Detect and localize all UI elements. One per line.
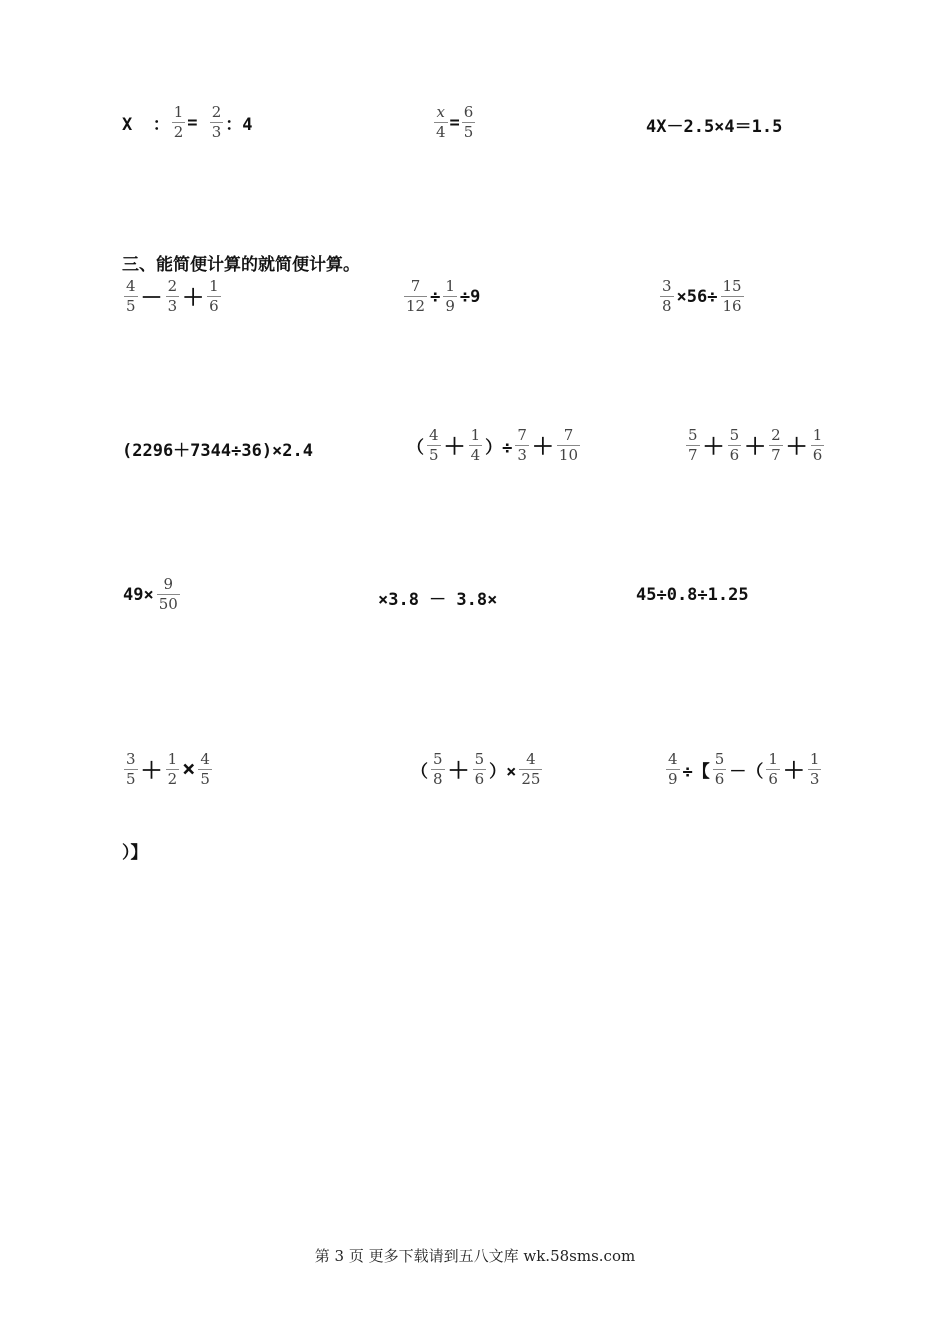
denominator: 6 <box>714 770 725 788</box>
denominator: 7 <box>688 446 698 464</box>
denominator: 3 <box>517 446 527 464</box>
expression-4-3-continuation <box>122 838 148 863</box>
fraction <box>198 751 212 788</box>
numerator: 1 <box>167 750 178 768</box>
expression-1-3 <box>658 278 746 315</box>
paren: （ <box>407 438 424 458</box>
denominator: 4 <box>470 446 481 464</box>
fraction <box>207 278 221 315</box>
fraction <box>766 751 780 788</box>
fraction <box>660 278 674 315</box>
section-heading: 三、能简便计算的就简便计算。 <box>122 255 360 275</box>
denominator: 3 <box>211 123 222 141</box>
numerator: 2 <box>167 277 178 295</box>
denominator: 6 <box>812 446 823 464</box>
numerator: 4 <box>526 750 536 768</box>
fraction <box>431 751 445 788</box>
operator: ＋ <box>782 759 805 784</box>
operator: ＋ <box>182 286 205 311</box>
denominator: 2 <box>173 123 184 141</box>
denominator: 4 <box>436 123 446 141</box>
expression-2-1 <box>122 436 313 461</box>
equation-proportion-x <box>122 104 253 141</box>
denominator: 5 <box>429 446 439 464</box>
paren: （ <box>411 762 428 782</box>
denominator: 9 <box>668 770 678 788</box>
fraction <box>166 278 180 315</box>
denominator: 8 <box>433 770 443 788</box>
fraction <box>462 104 476 141</box>
denominator: 5 <box>200 770 210 788</box>
operator: ＋ <box>447 759 470 784</box>
operator: ）÷ <box>485 438 513 458</box>
numerator: 3 <box>126 750 136 768</box>
numerator: 1 <box>809 750 820 768</box>
numerator: 5 <box>433 750 443 768</box>
fraction <box>124 751 138 788</box>
expr-part: X ： <box>122 115 170 135</box>
operator: ＋ <box>785 435 808 460</box>
denominator: 10 <box>558 446 579 464</box>
expression-1-2 <box>402 278 481 315</box>
fraction <box>166 751 180 788</box>
operator: ÷ <box>430 286 441 307</box>
operator: ）× <box>489 762 517 782</box>
fraction <box>157 576 180 613</box>
denominator: 6 <box>729 446 740 464</box>
expression-2-3 <box>684 427 826 464</box>
equation-fraction-x <box>432 104 477 141</box>
denominator: 2 <box>167 770 178 788</box>
numerator: 1 <box>812 426 823 444</box>
denominator: 6 <box>768 770 778 788</box>
expression-4-3 <box>664 751 823 788</box>
expr-text: ）】 <box>122 843 148 863</box>
numerator: x <box>436 103 445 121</box>
denominator: 16 <box>722 297 742 315</box>
operator: ＋ <box>744 435 767 460</box>
fraction <box>210 104 224 141</box>
numerator: 4 <box>126 277 136 295</box>
expr-text: ×3.8 － 3.8× <box>378 590 498 610</box>
fraction <box>469 427 483 464</box>
denominator: 12 <box>406 297 426 315</box>
operator: ×56÷ <box>676 286 718 307</box>
fraction <box>808 751 822 788</box>
denominator: 5 <box>126 770 136 788</box>
fraction <box>443 278 457 315</box>
denominator: 5 <box>126 297 136 315</box>
denominator: 5 <box>463 123 474 141</box>
fraction <box>811 427 825 464</box>
fraction <box>172 104 186 141</box>
numerator: 9 <box>163 575 174 593</box>
fraction <box>473 751 487 788</box>
fraction <box>515 427 529 464</box>
operator: ＋ <box>531 435 554 460</box>
operator: ＋ <box>140 759 163 784</box>
fraction <box>404 278 427 315</box>
denominator: 7 <box>771 446 781 464</box>
numerator: 4 <box>668 750 678 768</box>
numerator: 1 <box>768 750 778 768</box>
numerator: 5 <box>688 426 698 444</box>
expr-part: = <box>187 112 208 133</box>
operator: × <box>182 757 196 782</box>
numerator: 7 <box>410 277 421 295</box>
equation-linear <box>646 112 782 137</box>
fraction <box>686 427 700 464</box>
numerator: 7 <box>517 426 527 444</box>
operator: ＋ <box>702 435 725 460</box>
fraction <box>769 427 783 464</box>
fraction <box>427 427 441 464</box>
fraction <box>434 104 448 141</box>
numerator: 15 <box>722 277 742 295</box>
numerator: 5 <box>474 750 485 768</box>
expr-text: 45÷0.8÷1.25 <box>636 585 749 605</box>
numerator: 4 <box>200 750 210 768</box>
fraction <box>124 278 138 315</box>
numerator: 3 <box>662 277 672 295</box>
numerator: 1 <box>470 426 481 444</box>
operator: 49× <box>123 584 154 605</box>
expression-3-1 <box>122 576 182 613</box>
fraction <box>519 751 542 788</box>
fraction <box>666 751 680 788</box>
numerator: 4 <box>429 426 439 444</box>
fraction <box>728 427 742 464</box>
expr-part: ：4 <box>225 115 253 135</box>
denominator: 6 <box>209 297 219 315</box>
expression-4-1 <box>122 751 214 788</box>
expr-text: 4X－2.5×4＝1.5 <box>646 117 783 137</box>
denominator: 3 <box>809 770 820 788</box>
expression-4-2 <box>410 751 544 788</box>
numerator: 1 <box>209 277 219 295</box>
expression-2-2 <box>406 427 582 464</box>
denominator: 25 <box>521 770 541 788</box>
denominator: 9 <box>445 297 455 315</box>
operator: ＋ <box>443 435 466 460</box>
fraction <box>557 427 580 464</box>
expression-1-1 <box>122 278 223 315</box>
numerator: 6 <box>463 103 474 121</box>
expr-part: = <box>449 112 460 133</box>
numerator: 1 <box>445 277 455 295</box>
denominator: 8 <box>662 297 672 315</box>
expr-text: (2296＋7344÷36)×2.4 <box>122 441 313 461</box>
denominator: 6 <box>474 770 485 788</box>
numerator: 2 <box>211 103 222 121</box>
operator: －（ <box>729 762 764 782</box>
denominator: 3 <box>167 297 178 315</box>
page-footer: 第 3 页 更多下载请到五八文库 wk.58sms.com <box>314 1247 636 1265</box>
operator: ÷【 <box>682 762 710 782</box>
expression-3-2 <box>378 585 497 610</box>
fraction <box>721 278 744 315</box>
fraction <box>713 751 727 788</box>
operator: － <box>140 286 163 311</box>
expression-3-3 <box>636 585 749 605</box>
numerator: 7 <box>563 426 574 444</box>
denominator: 50 <box>158 595 178 613</box>
numerator: 5 <box>729 426 740 444</box>
numerator: 5 <box>714 750 725 768</box>
numerator: 2 <box>771 426 781 444</box>
operator: ÷9 <box>459 286 481 307</box>
numerator: 1 <box>173 103 184 121</box>
